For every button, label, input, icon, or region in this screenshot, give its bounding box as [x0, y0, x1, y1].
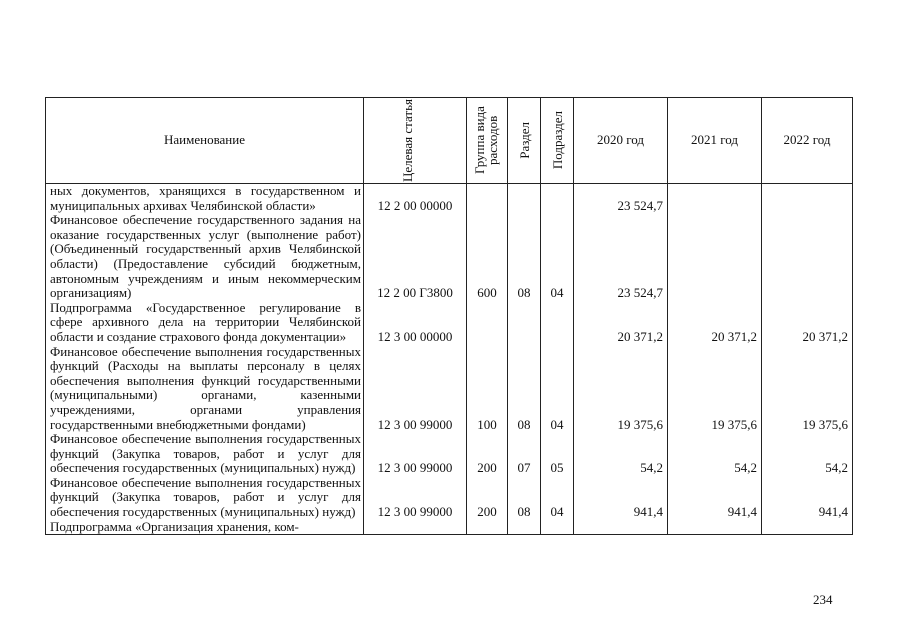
row-expense-group: [467, 301, 508, 345]
table-header-row: [46, 98, 853, 184]
row-section: 08: [508, 213, 541, 301]
header-2021: 2021 год: [668, 98, 762, 184]
row-amount-2020: 54,2: [574, 432, 668, 476]
row-subsection: 04: [541, 213, 574, 301]
row-section: 08: [508, 345, 541, 433]
row-name: Финансовое обеспечение выполнения государственных функций (Закупка товаров, работ и услуг для обеспечения государственных (муниципальных) нужд): [46, 432, 364, 476]
budget-table: [45, 97, 853, 535]
table-row: [46, 184, 853, 214]
row-amount-2021: [668, 184, 762, 214]
row-target-article: 12 2 00 Г3800: [364, 213, 467, 301]
row-amount-2022: [762, 213, 853, 301]
row-amount-2021: 20 371,2: [668, 301, 762, 345]
header-name: Наименование: [46, 98, 364, 184]
row-subsection: [541, 301, 574, 345]
row-expense-group: 200: [467, 476, 508, 520]
page-number: 234: [813, 592, 833, 607]
row-name: Финансовое обеспечение государственного задания на оказание государственных услуг (выполнение работ) (Объединенный государственный архив Челябинской области) (Предоставление субсидий бюджетным, автономным учреждениям и иным некоммерческим организациям): [46, 213, 364, 301]
row-section: [508, 184, 541, 214]
header-2022: 2022 год: [762, 98, 853, 184]
table-row: [46, 520, 853, 535]
header-subsection: Подраздел: [541, 98, 574, 184]
header-2020: 2020 год: [574, 98, 668, 184]
row-amount-2022: 20 371,2: [762, 301, 853, 345]
row-target-article: 12 3 00 99000: [364, 345, 467, 433]
row-amount-2022: [762, 520, 853, 535]
row-section: [508, 520, 541, 535]
row-expense-group: [467, 520, 508, 535]
table-row: [46, 345, 853, 433]
row-amount-2020: 19 375,6: [574, 345, 668, 433]
header-section: Раздел: [508, 98, 541, 184]
row-section: [508, 301, 541, 345]
row-target-article: 12 2 00 00000: [364, 184, 467, 214]
row-target-article: [364, 520, 467, 535]
header-target-article: Целевая статья: [364, 98, 467, 184]
row-amount-2020: 23 524,7: [574, 184, 668, 214]
table-body: [46, 184, 853, 535]
row-amount-2021: [668, 520, 762, 535]
row-name: ных документов, хранящихся в государственном и муниципальных архивах Челябинской области»: [46, 184, 364, 214]
row-amount-2020: [574, 520, 668, 535]
row-amount-2021: 19 375,6: [668, 345, 762, 433]
row-subsection: [541, 520, 574, 535]
row-amount-2020: 23 524,7: [574, 213, 668, 301]
row-amount-2022: 941,4: [762, 476, 853, 520]
row-subsection: 04: [541, 476, 574, 520]
row-amount-2022: 19 375,6: [762, 345, 853, 433]
row-expense-group: 600: [467, 213, 508, 301]
row-subsection: [541, 184, 574, 214]
row-amount-2020: 20 371,2: [574, 301, 668, 345]
row-name: Подпрограмма «Организация хранения, ком-: [46, 520, 364, 535]
row-subsection: 05: [541, 432, 574, 476]
row-expense-group: 200: [467, 432, 508, 476]
row-amount-2022: 54,2: [762, 432, 853, 476]
table-row: [46, 432, 853, 476]
table-row: [46, 476, 853, 520]
row-target-article: 12 3 00 99000: [364, 476, 467, 520]
row-target-article: 12 3 00 00000: [364, 301, 467, 345]
row-expense-group: [467, 184, 508, 214]
row-amount-2021: 941,4: [668, 476, 762, 520]
row-amount-2020: 941,4: [574, 476, 668, 520]
row-amount-2022: [762, 184, 853, 214]
row-name: Финансовое обеспечение выполнения государственных функций (Закупка товаров, работ и услуг для обеспечения государственных (муниципальных) нужд): [46, 476, 364, 520]
row-target-article: 12 3 00 99000: [364, 432, 467, 476]
row-expense-group: 100: [467, 345, 508, 433]
table-row: [46, 213, 853, 301]
row-name: Финансовое обеспечение выполнения государственных функций (Расходы на выплаты персоналу в целях обеспечения выполнения функций государственными (муниципальными) органами, казенными учреждениями, органами управления государственными внебюджетными фондами): [46, 345, 364, 433]
row-subsection: 04: [541, 345, 574, 433]
header-expense-group: Группа вида расходов: [467, 98, 508, 184]
row-amount-2021: 54,2: [668, 432, 762, 476]
row-section: 08: [508, 476, 541, 520]
row-name: Подпрограмма «Государственное регулирование в сфере архивного дела на территории Челябинской области и создание страхового фонда документации»: [46, 301, 364, 345]
table-row: [46, 301, 853, 345]
row-amount-2021: [668, 213, 762, 301]
row-section: 07: [508, 432, 541, 476]
